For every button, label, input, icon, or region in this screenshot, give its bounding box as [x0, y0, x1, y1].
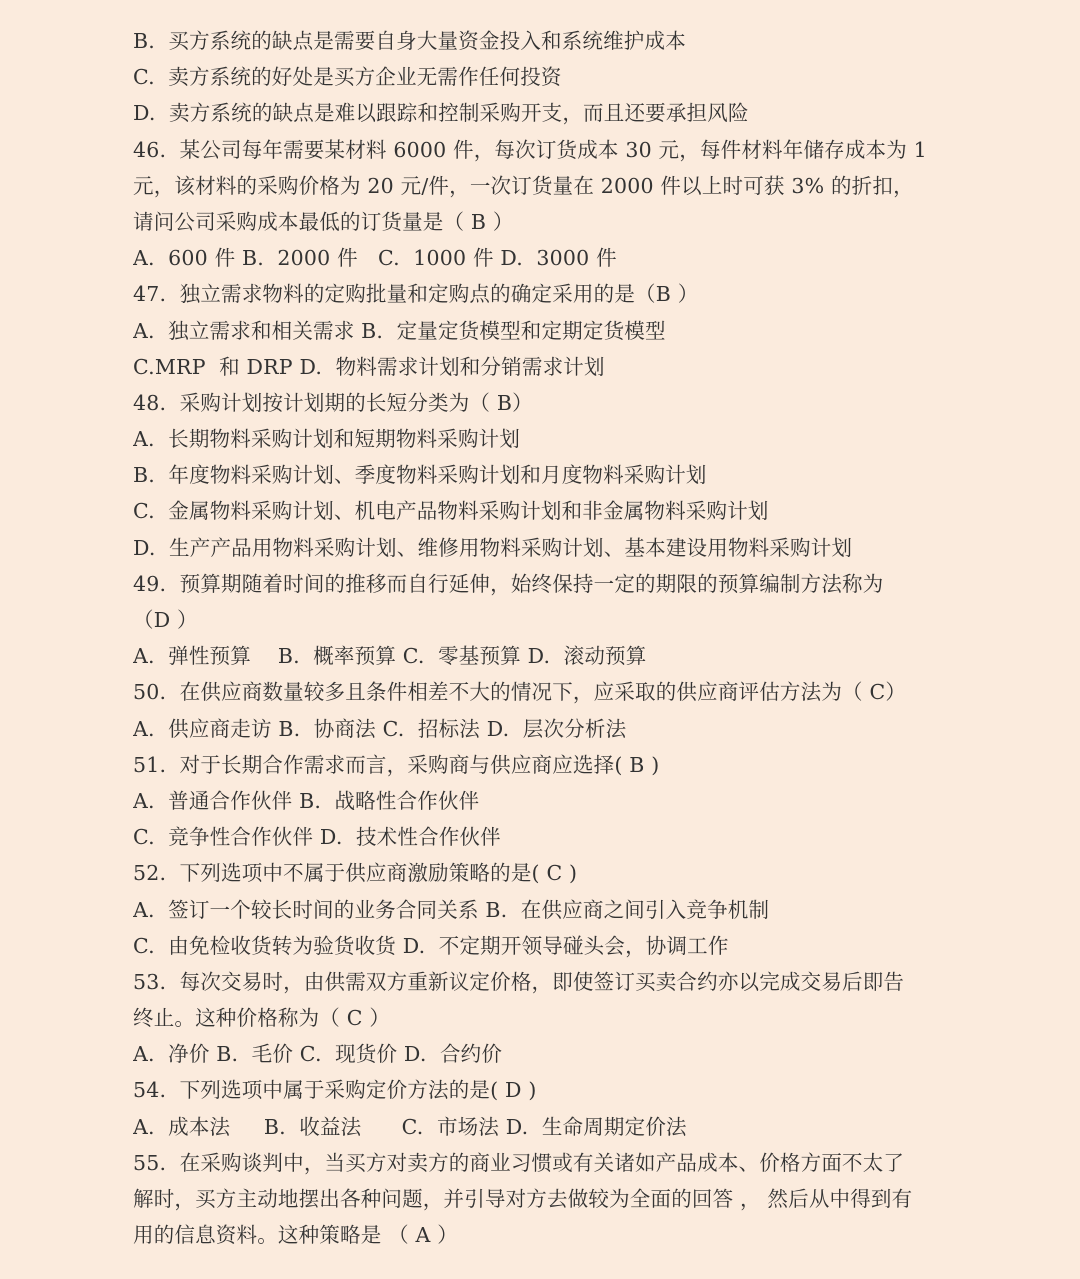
options-line: A. 独立需求和相关需求 B. 定量定货模型和定期定货模型 — [133, 318, 666, 343]
options-line: A. 供应商走访 B. 协商法 C. 招标法 D. 层次分析法 — [133, 716, 627, 741]
question-50: 50. 在供应商数量较多且条件相差不大的情况下，应采取的供应商评估方法为（ C） — [133, 680, 907, 705]
question-52: 52. 下列选项中不属于供应商激励策略的是( C ) — [133, 861, 578, 886]
text-line: 元，该材料的采购价格为 20 元/件，一次订货量在 2000 件以上时可获 3% 的折扣， — [133, 173, 914, 198]
question-54: 54. 下列选项中属于采购定价方法的是( D ) — [133, 1078, 537, 1103]
options-line: B. 年度物料采购计划、季度物料采购计划和月度物料采购计划 — [133, 463, 707, 488]
options-line: A. 净价 B. 毛价 C. 现货价 D. 合约价 — [133, 1042, 503, 1067]
options-line: A. 签订一个较长时间的业务合同关系 B. 在供应商之间引入竞争机制 — [133, 897, 770, 922]
options-line: C. 竞争性合作伙伴 D. 技术性合作伙伴 — [133, 825, 501, 850]
options-line: C. 由免检收货转为验货收货 D. 不定期开领导碰头会，协调工作 — [133, 933, 729, 958]
options-line: A. 长期物料采购计划和短期物料采购计划 — [133, 427, 521, 452]
text-line: （D ） — [133, 608, 198, 632]
text-line: 用的信息资料。这种策略是 （ A ） — [133, 1223, 458, 1248]
question-51: 51. 对于长期合作需求而言，采购商与供应商应选择( B ) — [133, 752, 660, 777]
text-line: D. 卖方系统的缺点是难以跟踪和控制采购开支，而且还要承担风险 — [133, 101, 749, 126]
options-line: A. 弹性预算 B. 概率预算 C. 零基预算 D. 滚动预算 — [133, 644, 647, 669]
options-line: C. 金属物料采购计划、机电产品物料采购计划和非金属物料采购计划 — [133, 499, 769, 524]
text-line: 终止。这种价格称为（ C ） — [133, 1006, 391, 1031]
question-46: 46. 某公司每年需要某材料 6000 件，每次订货成本 30 元，每件材料年储存成本为 1 — [133, 137, 927, 162]
text-line: B. 买方系统的缺点是需要自身大量资金投入和系统维护成本 — [133, 29, 686, 53]
question-48: 48. 采购计划按计划期的长短分类为（ B） — [133, 390, 533, 415]
text-line: C. 卖方系统的好处是买方企业无需作任何投资 — [133, 65, 562, 90]
options-line: A. 600 件 B. 2000 件 C. 1000 件 D. 3000 件 — [133, 246, 617, 271]
options-line: A. 普通合作伙伴 B. 战略性合作伙伴 — [133, 788, 480, 813]
options-line: A. 成本法 B. 收益法 C. 市场法 D. 生命周期定价法 — [133, 1114, 687, 1139]
question-47: 47. 独立需求物料的定购批量和定购点的确定采用的是（B ） — [133, 282, 699, 307]
text-line: 解时，买方主动地摆出各种问题，并引导对方去做较为全面的回答 ， 然后从中得到有 — [133, 1187, 913, 1211]
text-line: 请问公司采购成本最低的订货量是（ B ） — [133, 209, 514, 234]
options-line: C.MRP 和 DRP D. 物料需求计划和分销需求计划 — [133, 354, 605, 379]
options-line: D. 生产产品用物料采购计划、维修用物料采购计划、基本建设用物料采购计划 — [133, 535, 853, 560]
question-53: 53. 每次交易时，由供需双方重新议定价格，即使签订买卖合约亦以完成交易后即告 — [133, 969, 905, 994]
question-55: 55. 在采购谈判中，当买方对卖方的商业习惯或有关诸如产品成本、价格方面不太了 — [133, 1150, 905, 1175]
question-49: 49. 预算期随着时间的推移而自行延伸，始终保持一定的期限的预算编制方法称为 — [133, 571, 884, 596]
